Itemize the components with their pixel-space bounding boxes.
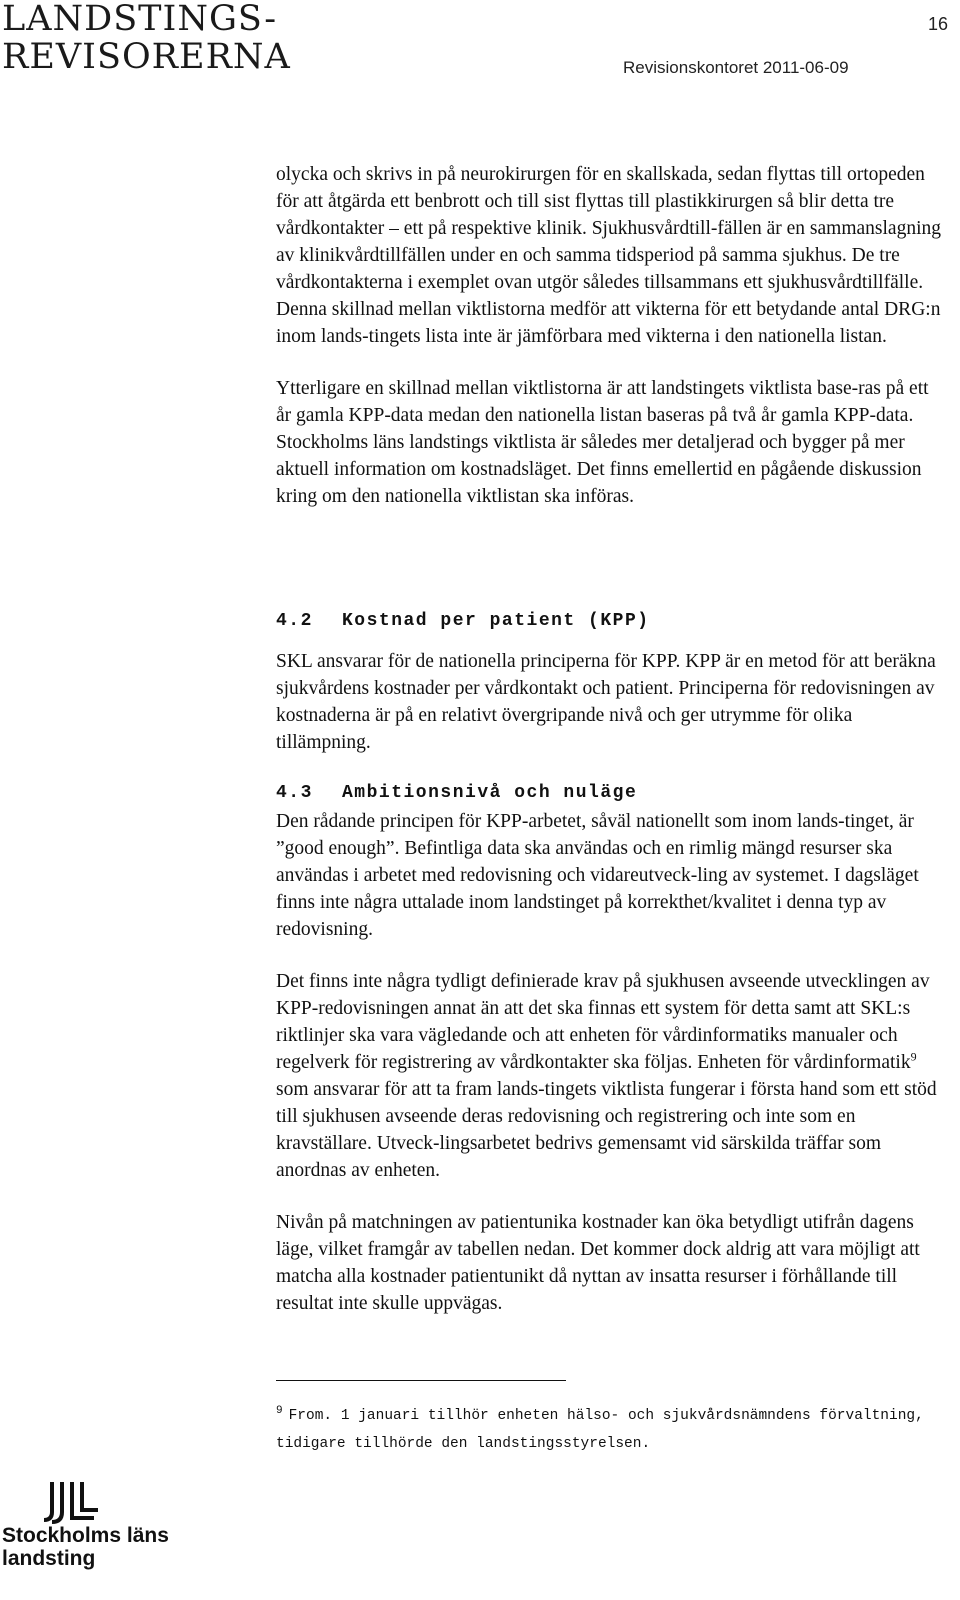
section-number: 4.3 <box>276 783 313 803</box>
page-number: 16 <box>927 14 948 34</box>
intro-text <box>276 161 946 535</box>
paragraph: Den rådande principen för KPP-arbetet, såväl nationellt som inom lands-tinget, är ”good enough”. Befintliga data ska användas och en rimlig mängd resurser ska användas i arbetet med redovisning och vidareutveck-ling av systemet. I dagsläget finns inte några uttalade inom landstinget på korrekthet/kvalitet i denna typ av redovisning. <box>276 811 919 940</box>
organization-name <box>2 0 291 76</box>
logo-text-line1: Stockholms läns <box>2 1524 169 1547</box>
section-heading-4-3 <box>276 783 637 803</box>
logo-text <box>2 1524 169 1570</box>
organization-name-line1: LANDSTINGS- <box>2 0 278 39</box>
paragraph: Ytterligare en skillnad mellan viktlistorna är att landstingets viktlista base-ras på ett år gamla KPP-data medan den nationella listan baseras på två år gamla KPP-data. Stockholms läns landstings viktlista är således mer detaljerad och bygger på mer aktuell information om kostnadsläget. Det finns emellertid en pågående diskussion kring om den nationella viktlistan ska införas. <box>276 378 929 507</box>
section-heading-4-2 <box>276 611 650 631</box>
paragraph: Nivån på matchningen av patientunika kostnader kan öka betydligt utifrån dagens läge, vilket framgår av tabellen nedan. Det kommer dock aldrig att vara möjligt att matcha alla kostnader patientunikt då nyttan av insatta resurser i förhållande till resultat inte skulle uppvägas. <box>276 1212 920 1314</box>
paragraph-text: som ansvarar för att ta fram lands-tingets viktlista fungerar i första hand som ett stöd till sjukhusen avseende deras redovisning och registrering och inte som en kravställare. Utveck-lingsarbetet bedrivs gemensamt vid särskilda träffar som anordnas av enheten. <box>276 1079 937 1181</box>
section-title: Kostnad per patient (KPP) <box>342 611 650 631</box>
footnote-text: From. 1 januari tillhör enheten hälso- och sjukvårdsnämndens förvaltning, tidigare tillhörde den landstingsstyrelsen. <box>276 1407 924 1452</box>
stockholms-lans-landsting-logo-icon <box>42 1482 102 1524</box>
stockholms-lans-landsting-logo <box>0 1478 169 1600</box>
paragraph: olycka och skrivs in på neurokirurgen för en skallskada, sedan flyttas till ortopeden för att åtgärda ett benbrott och till sist flyttas till plastikkirurgen så blir detta tre vårdkontakter – ett på respektive klinik. Sjukhusvårdtill-fällen är en sammanslagning av klinikvårdtillfällen under en och samma tidsperiod på samma sjukhus. De tre vårdkontakterna i exemplet ovan utgör således tillsammans ett sjukhusvårdtillfälle. Denna skillnad mellan viktlistorna medför att vikterna för ett betydande antal DRG:n inom lands-tingets lista inte är jämförbara med vikterna i den nationella listan. <box>276 164 941 347</box>
organization-name-line2: REVISORERNA <box>2 37 291 77</box>
section-4-2-text <box>276 648 946 781</box>
section-number: 4.2 <box>276 611 313 631</box>
paragraph <box>276 968 946 1184</box>
paragraph-text: Det finns inte några tydligt definierade krav på sjukhusen avseende utvecklingen av KPP-redovisningen annat än att det ska finnas ett system för detta samt att SKL:s riktlinjer ska vara vägledande och att enheten för vårdinformatiks manualer och regelverk för registrering av vårdkontakter ska följas. Enheten för vårdinformatik <box>276 971 930 1073</box>
footnote-mark: 9 <box>276 1405 283 1417</box>
dateline: Revisionskontoret 2011-06-09 <box>623 58 849 77</box>
footnote-reference[interactable]: 9 <box>910 1049 917 1064</box>
section-4-3-text <box>276 808 946 1342</box>
footnote <box>276 1397 936 1458</box>
logo-text-line2: landsting <box>2 1547 96 1570</box>
footnote-divider <box>276 1380 566 1381</box>
section-title: Ambitionsnivå och nuläge <box>342 783 638 803</box>
paragraph: SKL ansvarar för de nationella principerna för KPP. KPP är en metod för att beräkna sjukvårdens kostnader per vårdkontakt och patient. Principerna för redovisningen av kostnaderna är på en relativt övergripande nivå och ger utrymme för olika tillämpning. <box>276 651 936 753</box>
